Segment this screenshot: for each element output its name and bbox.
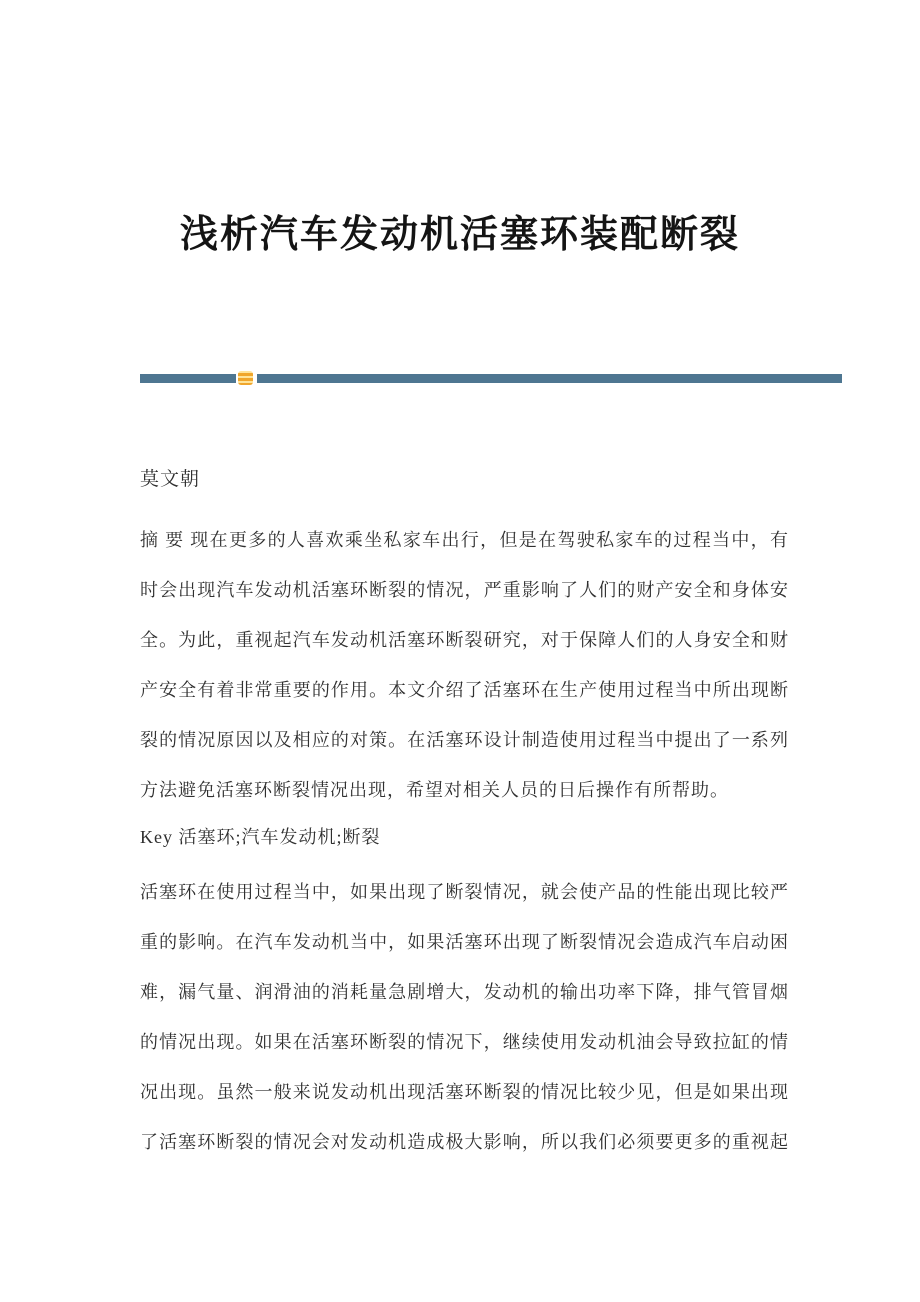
abstract-line: 时会出现汽车发动机活塞环断裂的情况，严重影响了人们的财产安全和身体安	[140, 580, 788, 600]
body-line: 的情况出现。如果在活塞环断裂的情况下，继续使用发动机油会导致拉缸的情	[140, 1032, 788, 1052]
abstract-line: 摘 要 现在更多的人喜欢乘坐私家车出行，但是在驾驶私家车的过程当中，有	[140, 530, 788, 550]
body-line: 况出现。虽然一般来说发动机出现活塞环断裂的情况比较少见，但是如果出现	[140, 1082, 788, 1102]
body-line: 了活塞环断裂的情况会对发动机造成极大影响，所以我们必须要更多的重视起	[140, 1132, 788, 1152]
author-name: 莫文朝	[140, 469, 201, 490]
title-divider	[140, 374, 842, 383]
divider-bar-right-segment	[257, 374, 842, 383]
body-paragraph	[140, 867, 788, 1167]
abstract-line: 产安全有着非常重要的作用。本文介绍了活塞环在生产使用过程当中所出现断	[140, 680, 788, 700]
abstract-line: 裂的情况原因以及相应的对策。在活塞环设计制造使用过程当中提出了一系列	[140, 730, 788, 750]
abstract-line: 全。为此，重视起汽车发动机活塞环断裂研究，对于保障人们的人身安全和财	[140, 630, 788, 650]
abstract-paragraph	[140, 515, 788, 815]
gold-seal-icon	[238, 371, 253, 385]
body-line: 难，漏气量、润滑油的消耗量急剧增大，发动机的输出功率下降，排气管冒烟	[140, 982, 788, 1002]
body-line: 重的影响。在汽车发动机当中，如果活塞环出现了断裂情况会造成汽车启动困	[140, 932, 788, 952]
keywords-line: Key 活塞环;汽车发动机;断裂	[140, 827, 381, 847]
page-title: 浅析汽车发动机活塞环装配断裂	[179, 214, 740, 256]
abstract-line: 方法避免活塞环断裂情况出现，希望对相关人员的日后操作有所帮助。	[140, 780, 729, 800]
body-line: 活塞环在使用过程当中，如果出现了断裂情况，就会使产品的性能出现比较严	[140, 882, 788, 902]
divider-bar-left-segment	[140, 374, 236, 383]
